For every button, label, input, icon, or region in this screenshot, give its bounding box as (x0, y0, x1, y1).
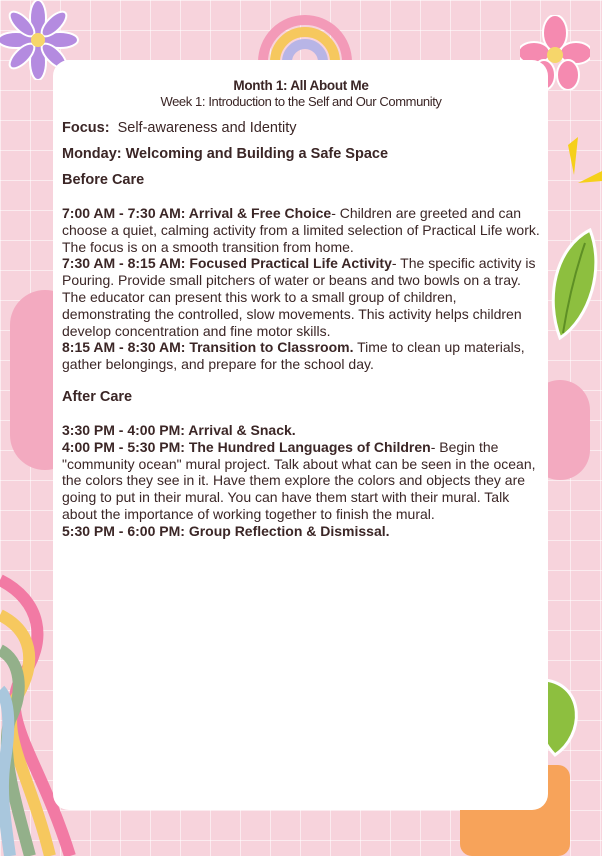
schedule-entry (62, 439, 540, 523)
focus-line (62, 120, 540, 137)
schedule-entry (62, 422, 540, 439)
schedule-entry (62, 523, 540, 540)
entry-text: - Begin the "community ocean" mural project. Talk about what can be seen in the ocean, the colors they see in it. Have them explore the colors and objects they are going to put in their mural. You can have them start with their mural. Talk about the importance of working together to finish the mural. (62, 438, 536, 522)
entry-time: 7:00 AM - 7:30 AM: Arrival & Free Choice (62, 205, 332, 221)
entry-time: 7:30 AM - 8:15 AM: Focused Practical Life Activity (62, 255, 392, 272)
sun-rays-icon (548, 135, 602, 195)
after-care-heading: After Care (62, 388, 133, 405)
entry-time: 5:30 PM - 6:00 PM: Group Reflection & Dismissal. (62, 522, 390, 539)
entry-time: 8:15 AM - 8:30 AM: Transition to Classroom. (62, 339, 354, 356)
focus-value: Self-awareness and Identity (117, 120, 297, 136)
entry-text: Time to clean up materials, gather belongings, and prepare for the school day. (62, 339, 525, 373)
leaf-icon (545, 228, 602, 343)
entry-text: - The specific activity is Pouring. Provide small pitchers of water or beans and two bowls on a tray. The educator can present this work to a small group of children, demonstrating the controlled, slow movements. This activity helps children develop concentration and fine motor skills. (62, 255, 536, 339)
before-care-heading: Before Care (62, 172, 145, 188)
schedule-entry (62, 255, 540, 339)
rainbow-icon (255, 0, 355, 62)
schedule-entry (62, 205, 540, 255)
schedule-entry (62, 339, 540, 373)
entry-text: - Children are greeted and can choose a quiet, calming activity from a limited selection of Practical Life work. The focus is on a smooth transition from home. (62, 205, 540, 255)
page-title: Month 1: All About Me (233, 78, 369, 93)
entry-time: 4:00 PM - 5:30 PM: The Hundred Languages of Children (62, 438, 431, 455)
day-heading: Monday: Welcoming and Building a Safe Space (62, 146, 389, 162)
entry-time: 3:30 PM - 4:00 PM: Arrival & Snack. (62, 421, 296, 438)
page-subtitle: Week 1: Introduction to the Self and Our Community (160, 94, 442, 109)
document-card (53, 60, 548, 810)
focus-label: Focus: (62, 120, 110, 136)
